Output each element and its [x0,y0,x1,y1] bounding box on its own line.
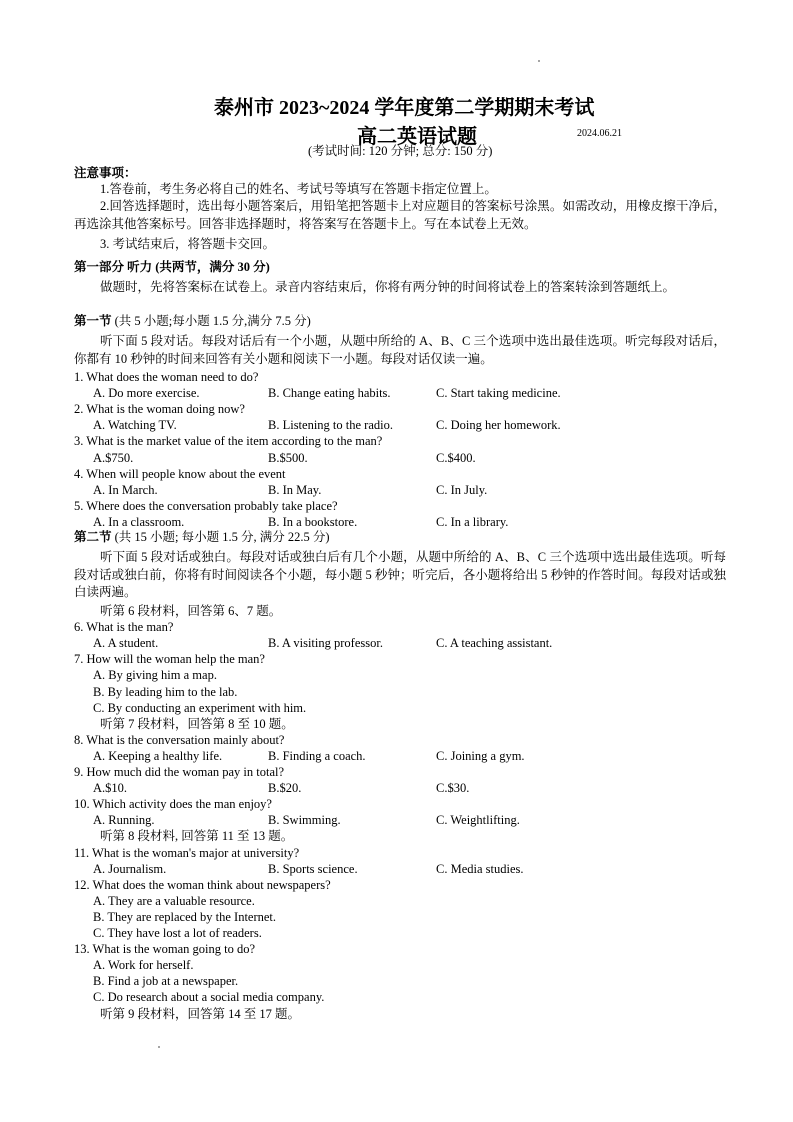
answer-option-a: A.$10. [93,781,128,796]
question: 12. What does the woman think about newspapers? [74,877,331,892]
exam-info: (考试时间: 120 分钟; 总分: 150 分) [308,144,493,158]
question: 11. What is the woman's major at university? [74,845,300,860]
answer-option-a: A. Journalism. [93,861,167,876]
question: 6. What is the man? [74,620,174,635]
section2-label: 第二节 [74,530,112,544]
question: 1. What does the woman need to do? [74,370,259,384]
answer-option-b: B. In a bookstore. [268,514,358,529]
answer-option-a: A. Watching TV. [93,418,177,433]
answer-option: A. By giving him a map. [93,668,217,683]
answer-option-c: C. Joining a gym. [436,748,525,763]
exam-date: 2024.06.21 [577,128,622,139]
answer-option-a: A. A student. [93,636,159,651]
part1-instruction: 做题时，先将答案标在试卷上。录音内容结束后，你将有两分钟的时间将试卷上的答案转涂到答题纸上。 [100,280,676,294]
scan-speck [158,1046,160,1048]
section2-heading [74,529,330,545]
answer-option-c: C. Start taking medicine. [436,386,561,401]
question: 5. Where does the conversation probably take place? [74,498,338,513]
answer-option-a: A. Running. [93,813,155,828]
answer-option-a: A. In March. [93,482,158,497]
question: 9. How much did the woman pay in total? [74,765,285,779]
question: 4. When will people know about the event [74,466,286,481]
answer-option: B. Find a job at a newspaper. [93,974,239,989]
section1-label: 第一节 [74,314,112,328]
audio-note: 听第 8 段材料, 回答第 11 至 13 题。 [100,829,294,844]
answer-option-c: C. In July. [436,482,488,497]
question: 3. What is the market value of the item according to the man? [74,434,383,449]
answer-option-a: A.$750. [93,450,134,465]
answer-option-b: B. Change eating habits. [268,386,391,401]
answer-option-b: B.$20. [268,781,302,796]
part1-heading: 第一部分 听力 (共两节，满分 30 分) [74,260,270,274]
question: 7. How will the woman help the man? [74,652,265,667]
section1-points: (共 5 小题;每小题 1.5 分,满分 7.5 分) [111,314,311,328]
answer-option-a: A. In a classroom. [93,514,185,529]
answer-option: B. By leading him to the lab. [93,684,238,699]
exam-subtitle: 高二英语试题 [357,126,477,148]
answer-option-c: C.$30. [436,781,470,796]
note-item: 3. 考试结束后，将答题卡交回。 [100,237,276,251]
answer-option-b: B. In May. [268,482,322,497]
answer-option: C. Do research about a social media company. [93,990,325,1005]
question: 8. What is the conversation mainly about? [74,732,285,747]
answer-option-a: A. Keeping a healthy life. [93,748,223,763]
section2-points: (共 15 小题; 每小题 1.5 分, 满分 22.5 分) [111,530,330,544]
answer-option-b: B. Listening to the radio. [268,418,393,433]
question: 13. What is the woman going to do? [74,942,255,957]
question: 2. What is the woman doing now? [74,402,245,417]
answer-option-c: C.$400. [436,450,476,465]
answer-option-a: A. Do more exercise. [93,386,200,401]
answer-option-b: B. A visiting professor. [268,636,383,651]
audio-note: 听第 9 段材料，回答第 14 至 17 题。 [100,1006,301,1021]
note-item: 2.回答选择题时，选出每小题答案后，用铅笔把答题卡上对应题目的答案标号涂黑。如需改动，用橡皮擦干净后，再选涂其他答案标号。回答非选择题时，将答案写在答题卡上。写在本试卷上无效。 [74,199,726,231]
note-item: 1.答卷前，考生务必将自己的姓名、考试号等填写在答题卡指定位置上。 [100,182,497,196]
answer-option-c: C. In a library. [436,514,509,529]
answer-option: A. Work for herself. [93,958,194,973]
exam-title: 泰州市 2023~2024 学年度第二学期期末考试 [214,97,595,119]
answer-option-c: C. Doing her homework. [436,418,561,433]
answer-option-c: C. Weightlifting. [436,813,520,828]
answer-option-b: B.$500. [268,450,308,465]
audio-note: 听第 6 段材料，回答第 6、7 题。 [100,604,282,618]
section1-instruction: 听下面 5 段对话。每段对话后有一个小题，从题中所给的 A、B、C 三个选项中选出最佳选项。听完每段对话后，你都有 10 秒钟的时间来回答有关小题和阅读下一小题。每段对话仅读一遍。 [74,334,726,366]
answer-option: A. They are a valuable resource. [93,893,255,908]
question: 10. Which activity does the man enjoy? [74,797,272,812]
audio-note: 听第 7 段材料，回答第 8 至 10 题。 [100,716,294,731]
answer-option-b: B. Sports science. [268,861,358,876]
answer-option-c: C. Media studies. [436,861,524,876]
scan-speck [538,60,540,62]
notes-heading: 注意事项： [74,166,137,180]
answer-option: C. By conducting an experiment with him. [93,700,307,715]
answer-option-b: B. Finding a coach. [268,748,366,763]
answer-option: B. They are replaced by the Internet. [93,909,277,924]
section1-heading [74,313,311,329]
section2-instruction: 听下面 5 段对话或独白。每段对话或独白后有几个小题，从题中所给的 A、B、C 三个选项中选出最佳选项。听每段对话或独白前，你将有时间阅读各个小题，每小题 5 秒钟；听完后，各小题将给出 5 秒钟的作答时间。每段对话或独白读两遍。 [74,550,726,599]
answer-option-c: C. A teaching assistant. [436,636,553,651]
answer-option-b: B. Swimming. [268,813,341,828]
answer-option: C. They have lost a lot of readers. [93,926,262,940]
